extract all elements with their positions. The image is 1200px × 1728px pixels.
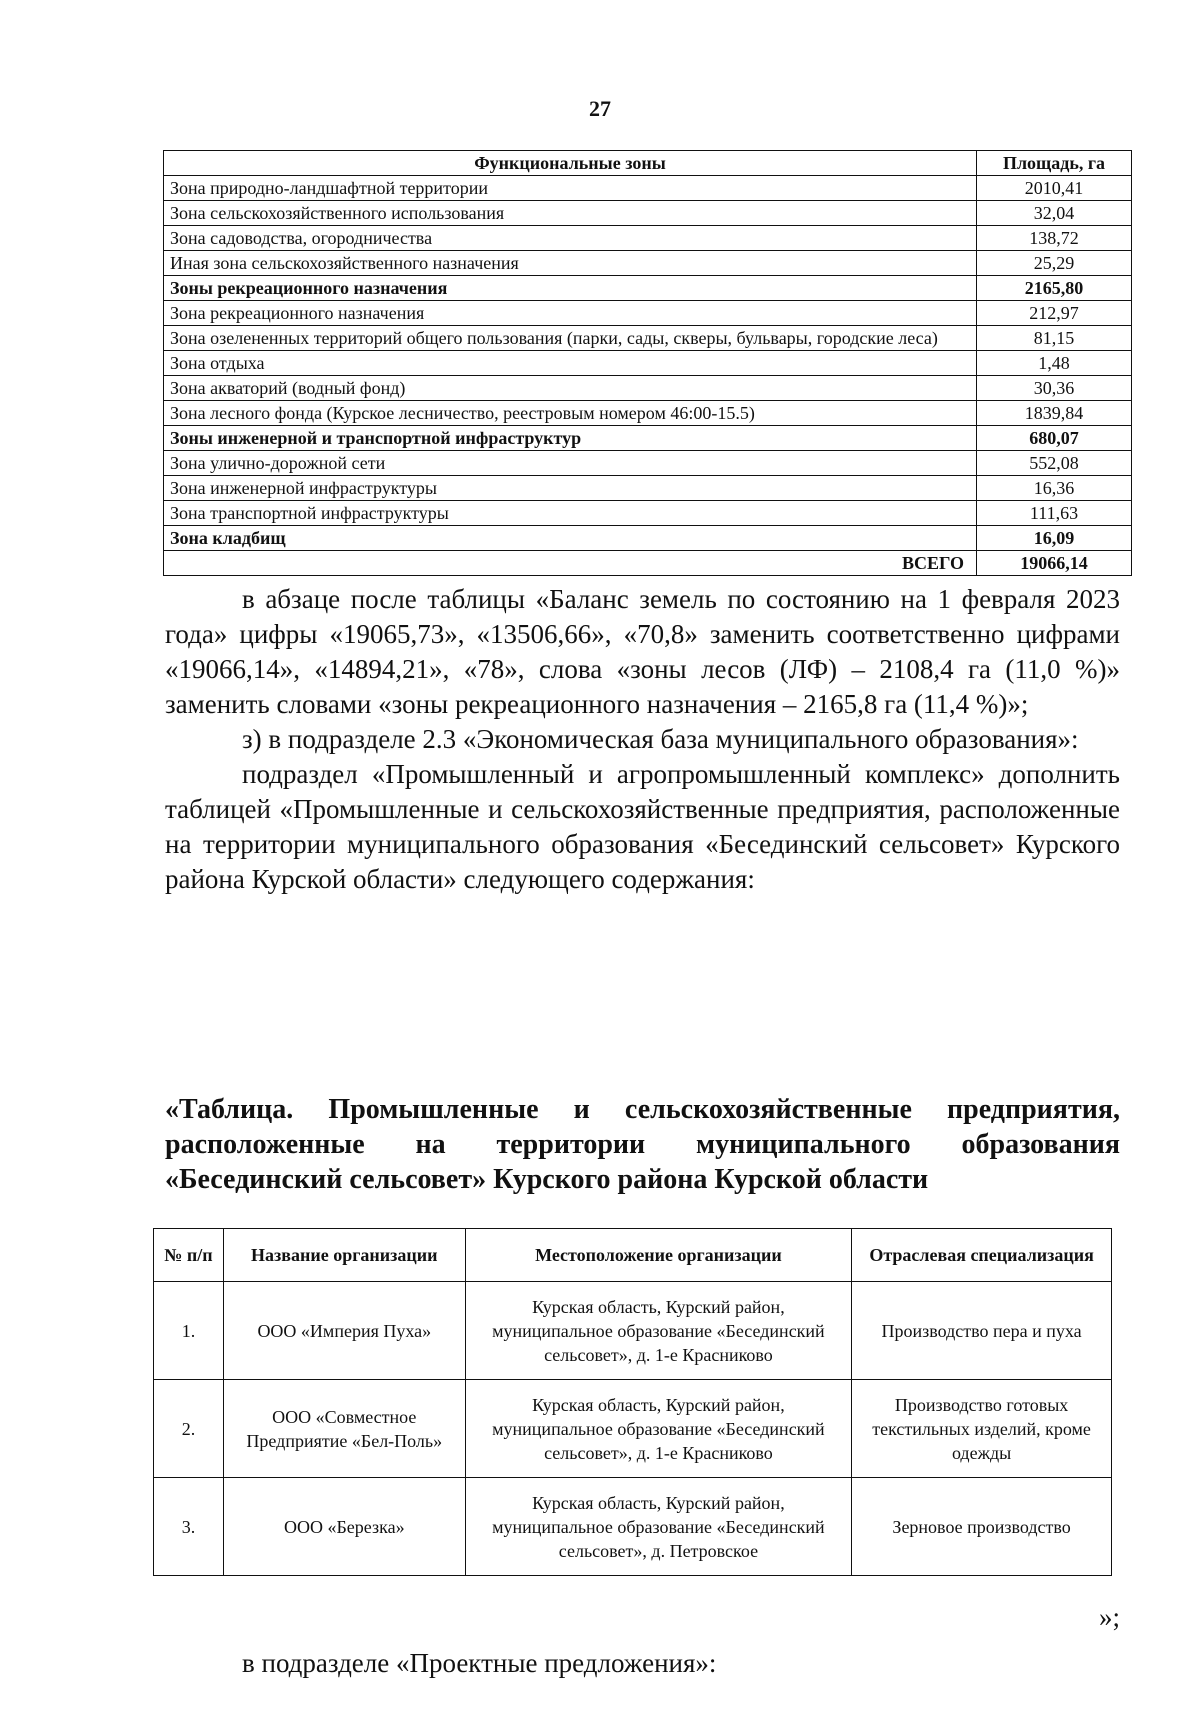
zone-area-cell: 2165,80 xyxy=(977,276,1132,301)
organization-location-cell: Курская область, Курский район, муниципальное образование «Бесединский сельсовет», д. 1-е Красниково xyxy=(465,1380,852,1478)
table-row xyxy=(164,276,1132,301)
zone-area-cell: 30,36 xyxy=(977,376,1132,401)
enterprises-table-heading: «Таблица. Промышленные и сельскохозяйственные предприятия, расположенные на территории муниципального образования «Бесединский сельсовет» Курского района Курской области xyxy=(165,1094,1120,1195)
zone-name-cell: Зона сельскохозяйственного использования xyxy=(164,201,977,226)
paragraph-land-balance: в абзаце после таблицы «Баланс земель по состоянию на 1 февраля 2023 года» цифры «19065,73», «13506,66», «70,8» заменить соответственно цифрами «19066,14», «14894,21», «78», слова «зоны лесов (ЛФ) – 2108,4 га (11,0 %)» заменить словами «зоны рекреационного назначения – 2165,8 га (11,4 %)»; xyxy=(165,584,1120,719)
organization-location-cell: Курская область, Курский район, муниципальное образование «Бесединский сельсовет», д. Петровское xyxy=(465,1478,852,1576)
zone-name-cell: Зона кладбищ xyxy=(164,526,977,551)
zone-area-cell: 16,09 xyxy=(977,526,1132,551)
paragraph-project-proposals: в подразделе «Проектные предложения»: xyxy=(242,1648,717,1678)
column-header-location: Местоположение организации xyxy=(465,1229,852,1282)
column-header-zones: Функциональные зоны xyxy=(164,151,977,176)
zone-area-cell: 25,29 xyxy=(977,251,1132,276)
table-row xyxy=(164,426,1132,451)
zone-area-cell: 16,36 xyxy=(977,476,1132,501)
table-row xyxy=(164,451,1132,476)
zone-name-cell: Зона улично-дорожной сети xyxy=(164,451,977,476)
table-row xyxy=(164,501,1132,526)
table-row xyxy=(164,476,1132,501)
column-header-name: Название организации xyxy=(223,1229,465,1282)
zone-area-cell: 138,72 xyxy=(977,226,1132,251)
column-header-number: № п/п xyxy=(154,1229,224,1282)
row-number-cell: 1. xyxy=(154,1282,224,1380)
total-label: ВСЕГО xyxy=(164,551,977,576)
specialization-cell: Зерновое производство xyxy=(852,1478,1112,1576)
organization-name-cell: ООО «Империя Пуха» xyxy=(223,1282,465,1380)
zone-area-cell: 552,08 xyxy=(977,451,1132,476)
zone-area-cell: 212,97 xyxy=(977,301,1132,326)
table-row xyxy=(164,526,1132,551)
zone-name-cell: Зона инженерной инфраструктуры xyxy=(164,476,977,501)
table-row xyxy=(164,301,1132,326)
zone-name-cell: Зоны рекреационного назначения xyxy=(164,276,977,301)
table-row xyxy=(154,1380,1112,1478)
row-number-cell: 3. xyxy=(154,1478,224,1576)
zone-name-cell: Зоны инженерной и транспортной инфраструктур xyxy=(164,426,977,451)
specialization-cell: Производство пера и пуха xyxy=(852,1282,1112,1380)
table-row xyxy=(164,251,1132,276)
table-header-row xyxy=(164,151,1132,176)
zone-area-cell: 2010,41 xyxy=(977,176,1132,201)
total-value: 19066,14 xyxy=(977,551,1132,576)
table-row xyxy=(164,351,1132,376)
enterprises-table-body xyxy=(154,1282,1112,1576)
organization-name-cell: ООО «Совместное Предприятие «Бел-Поль» xyxy=(223,1380,465,1478)
table-total-row xyxy=(164,551,1132,576)
table-row xyxy=(164,176,1132,201)
table-row xyxy=(164,226,1132,251)
zone-name-cell: Зона озелененных территорий общего пользования (парки, сады, скверы, бульвары, городские леса) xyxy=(164,326,977,351)
row-number-cell: 2. xyxy=(154,1380,224,1478)
organization-location-cell: Курская область, Курский район, муниципальное образование «Бесединский сельсовет», д. 1-е Красниково xyxy=(465,1282,852,1380)
zone-area-cell: 111,63 xyxy=(977,501,1132,526)
page-number: 27 xyxy=(589,96,611,121)
zone-area-cell: 32,04 xyxy=(977,201,1132,226)
paragraph-supplement-table: подраздел «Промышленный и агропромышленный комплекс» дополнить таблицей «Промышленные и сельскохозяйственные предприятия, расположенные на территории муниципального образования «Бесединский сельсовет» Курского района Курской области» следующего содержания: xyxy=(165,759,1120,894)
zone-area-cell: 680,07 xyxy=(977,426,1132,451)
table-row xyxy=(164,401,1132,426)
zone-name-cell: Зона рекреационного назначения xyxy=(164,301,977,326)
zone-name-cell: Зона лесного фонда (Курское лесничество, реестровым номером 46:00-15.5) xyxy=(164,401,977,426)
table-row xyxy=(164,201,1132,226)
closing-quote: »; xyxy=(1098,1602,1120,1632)
column-header-area: Площадь, га xyxy=(977,151,1132,176)
zone-name-cell: Зона садоводства, огородничества xyxy=(164,226,977,251)
body-text xyxy=(165,582,1120,897)
enterprises-table xyxy=(153,1228,1112,1576)
zone-name-cell: Зона природно-ландшафтной территории xyxy=(164,176,977,201)
zone-name-cell: Зона транспортной инфраструктуры xyxy=(164,501,977,526)
table-header-row xyxy=(154,1229,1112,1282)
specialization-cell: Производство готовых текстильных изделий, кроме одежды xyxy=(852,1380,1112,1478)
table-row xyxy=(164,326,1132,351)
paragraph-subsection-2-3: з) в подразделе 2.3 «Экономическая база муниципального образования»: xyxy=(242,724,1079,754)
functional-zones-table xyxy=(163,150,1132,576)
zone-area-cell: 1839,84 xyxy=(977,401,1132,426)
zone-name-cell: Зона отдыха xyxy=(164,351,977,376)
zone-name-cell: Иная зона сельскохозяйственного назначения xyxy=(164,251,977,276)
zone-name-cell: Зона акваторий (водный фонд) xyxy=(164,376,977,401)
zone-area-cell: 81,15 xyxy=(977,326,1132,351)
column-header-specialization: Отраслевая специализация xyxy=(852,1229,1112,1282)
table-row xyxy=(154,1478,1112,1576)
organization-name-cell: ООО «Березка» xyxy=(223,1478,465,1576)
zone-area-cell: 1,48 xyxy=(977,351,1132,376)
zones-table-body xyxy=(164,176,1132,551)
table-row xyxy=(154,1282,1112,1380)
table-row xyxy=(164,376,1132,401)
